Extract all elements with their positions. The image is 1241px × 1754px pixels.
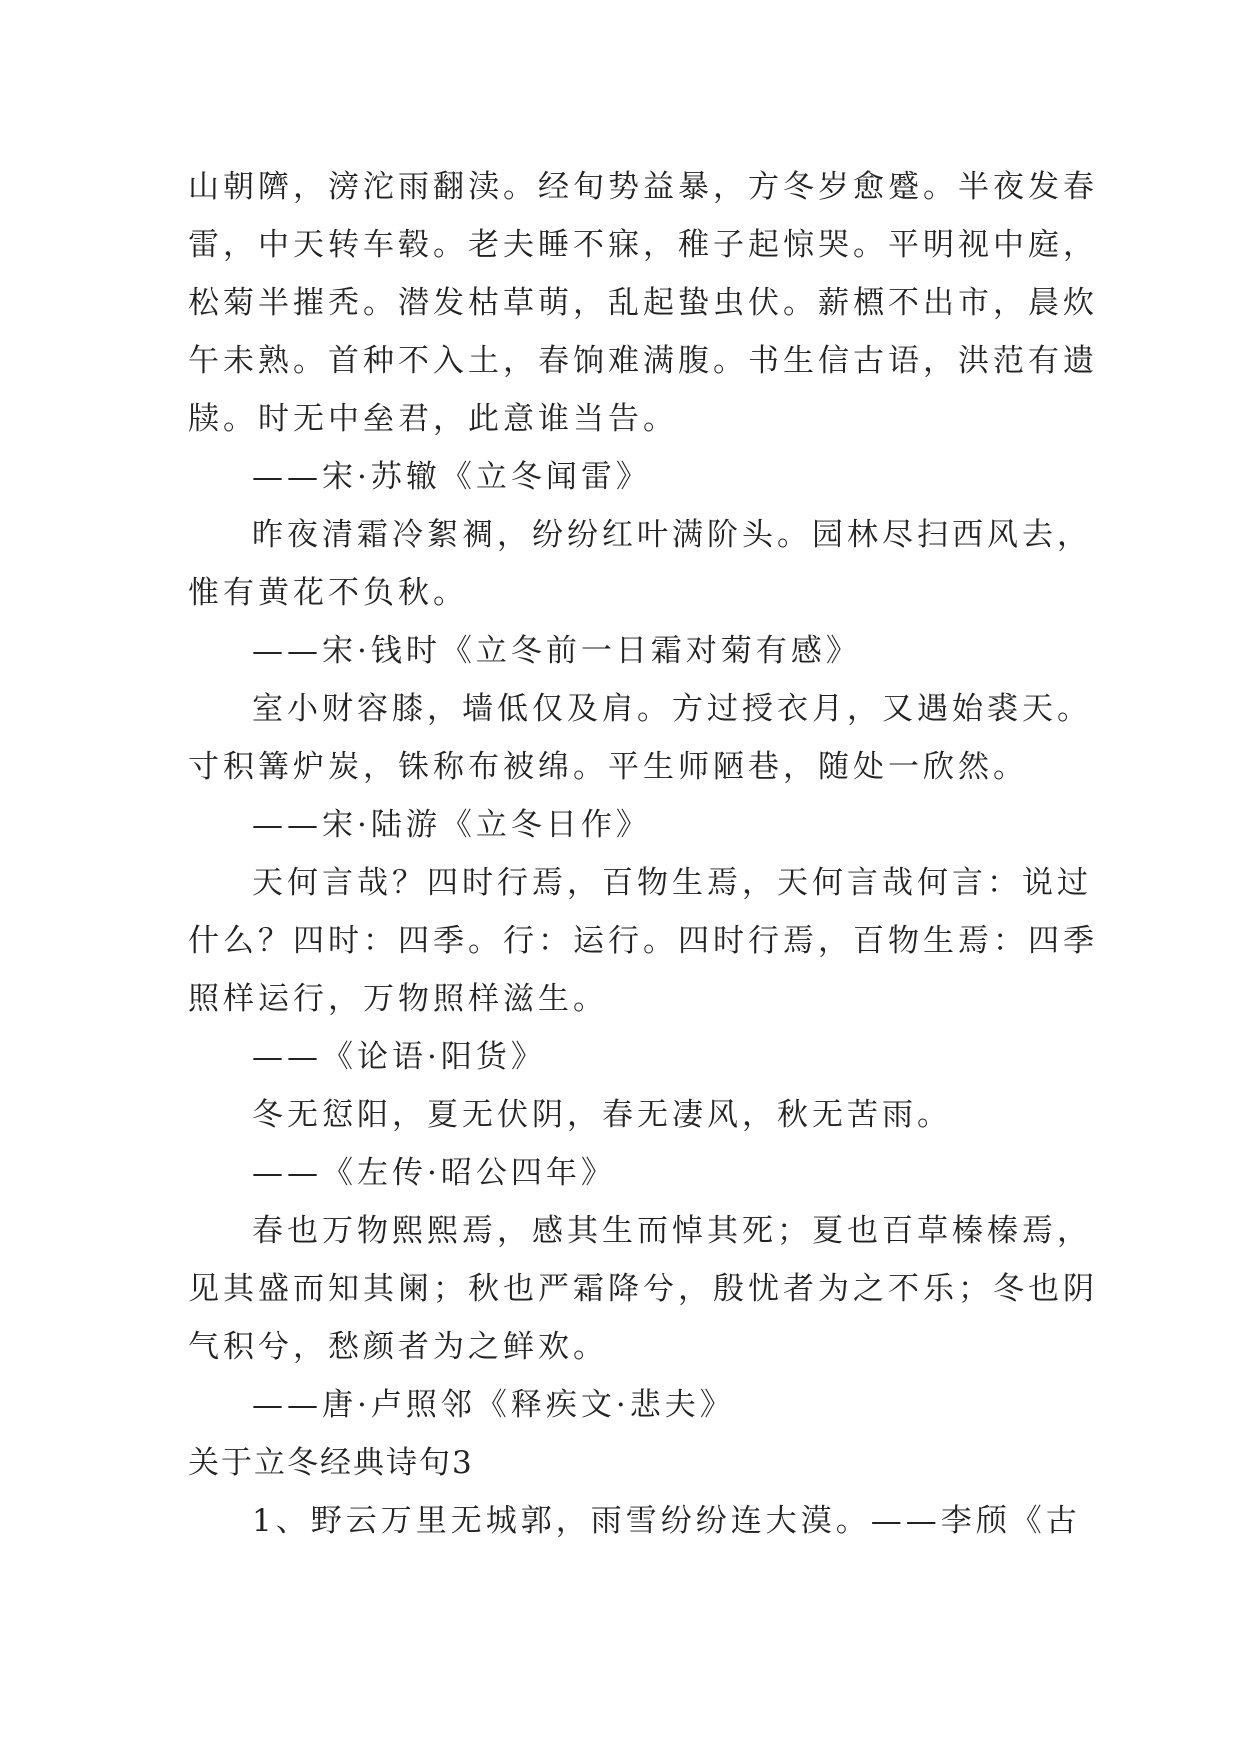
text-line: 照样运行，万物照样滋生。 xyxy=(188,981,608,1017)
text-line: 什么？四时：四季。行：运行。四时行焉，百物生焉：四季 xyxy=(188,923,1098,959)
text-line: 春也万物熙熙焉，感其生而悼其死；夏也百草榛榛焉， xyxy=(252,1213,1092,1249)
poem-attribution: ——宋·苏辙《立冬闻雷》 xyxy=(252,459,651,495)
text-line: 松菊半摧秃。潜发枯草萌，乱起蛰虫伏。薪槱不出市，晨炊 xyxy=(188,285,1098,321)
text-line: 见其盛而知其阑；秋也严霜降兮，殷忧者为之不乐；冬也阴 xyxy=(188,1271,1098,1307)
text-line: 山朝隮，滂沱雨翻渎。经旬势益暴，方冬岁愈蹙。半夜发春 xyxy=(188,169,1098,205)
poem-attribution: ——宋·钱时《立冬前一日霜对菊有感》 xyxy=(252,633,861,669)
poem-attribution: ——《论语·阳货》 xyxy=(252,1039,546,1075)
poem-attribution: ——唐·卢照邻《释疾文·悲夫》 xyxy=(252,1387,735,1423)
text-line: 牍。时无中垒君，此意谁当告。 xyxy=(188,401,678,437)
poem-attribution: ——《左传·昭公四年》 xyxy=(252,1155,616,1191)
text-line: 天何言哉？四时行焉，百物生焉，天何言哉何言：说过 xyxy=(252,865,1092,901)
text-line: 午未熟。首种不入土，春饷难满腹。书生信古语，洪范有遗 xyxy=(188,343,1098,379)
text-line: 惟有黄花不负秋。 xyxy=(188,575,468,611)
poem-attribution: ——宋·陆游《立冬日作》 xyxy=(252,807,651,843)
text-line: 1、野云万里无城郭，雨雪纷纷连大漠。——李颀《古 xyxy=(252,1503,1081,1539)
text-line: 寸积篝炉炭，铢称布被绵。平生师陋巷，随处一欣然。 xyxy=(188,749,1028,785)
document-body xyxy=(188,158,1098,1550)
text-line: 室小财容膝，墙低仅及肩。方过授衣月，又遇始裘天。 xyxy=(252,691,1092,727)
text-line: 冬无愆阳，夏无伏阴，春无凄风，秋无苦雨。 xyxy=(252,1097,952,1133)
text-line: 雷，中天转车毂。老夫睡不寐，稚子起惊哭。平明视中庭， xyxy=(188,227,1098,263)
text-line: 气积兮，愁颜者为之鲜欢。 xyxy=(188,1329,608,1365)
section-heading: 关于立冬经典诗句3 xyxy=(188,1445,474,1481)
text-line: 昨夜清霜冷絮裯，纷纷红叶满阶头。园林尽扫西风去， xyxy=(252,517,1092,553)
